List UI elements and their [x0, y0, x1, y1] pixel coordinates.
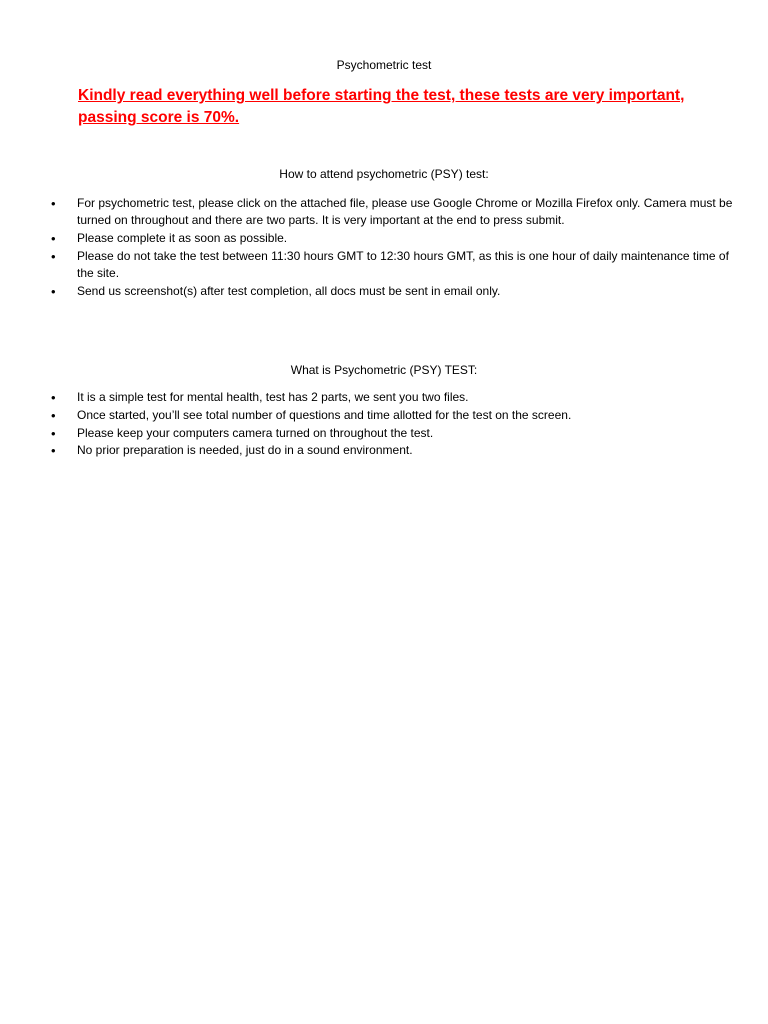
bullet-icon: •: [51, 407, 56, 423]
bullet-icon: •: [51, 231, 56, 247]
list-item-text: Send us screenshot(s) after test completion, all docs must be sent in email only.: [77, 283, 501, 298]
list-item: [0, 195, 737, 230]
list-item-text: Please complete it as soon as possible.: [77, 231, 288, 246]
list-item: [0, 425, 737, 442]
section-heading-what-is: What is Psychometric (PSY) TEST:: [290, 363, 478, 377]
section-heading-how-to-attend: How to attend psychometric (PSY) test:: [279, 167, 489, 181]
bullet-icon: •: [51, 196, 56, 211]
list-item-text: Please do not take the test between 11:30 hours GMT to 12:30 hours GMT, as this is one hour of daily maintenance time of the site.: [77, 248, 729, 281]
bullet-icon: •: [51, 390, 56, 405]
document-title: Psychometric test: [336, 58, 432, 72]
list-item-text: Once started, you’ll see total number of questions and time allotted for the test on the screen.: [77, 407, 572, 422]
warning-notice: Kindly read everything well before starting the test, these tests are very important, passing score is 70%.: [78, 87, 685, 126]
list-item-text: It is a simple test for mental health, test has 2 parts, we sent you two files.: [77, 390, 469, 404]
list-item: [0, 389, 737, 406]
bullet-icon: •: [51, 283, 56, 299]
what-is-list: [0, 389, 768, 460]
how-to-attend-list: [0, 195, 768, 301]
bullet-icon: •: [51, 248, 56, 264]
list-item-text: No prior preparation is needed, just do in a sound environment.: [77, 443, 413, 458]
list-item: [0, 442, 737, 459]
list-item: [0, 407, 737, 424]
list-item: [0, 248, 737, 283]
bullet-icon: •: [51, 443, 56, 459]
list-item-text: For psychometric test, please click on the attached file, please use Google Chrome or Mozilla Firefox only. Camera must be turned on throughout and there are two parts. It is very important at the end to press submit.: [77, 196, 733, 228]
list-item: [0, 230, 737, 247]
bullet-icon: •: [51, 425, 56, 441]
list-item-text: Please keep your computers camera turned on throughout the test.: [77, 425, 434, 440]
list-item: [0, 283, 737, 300]
